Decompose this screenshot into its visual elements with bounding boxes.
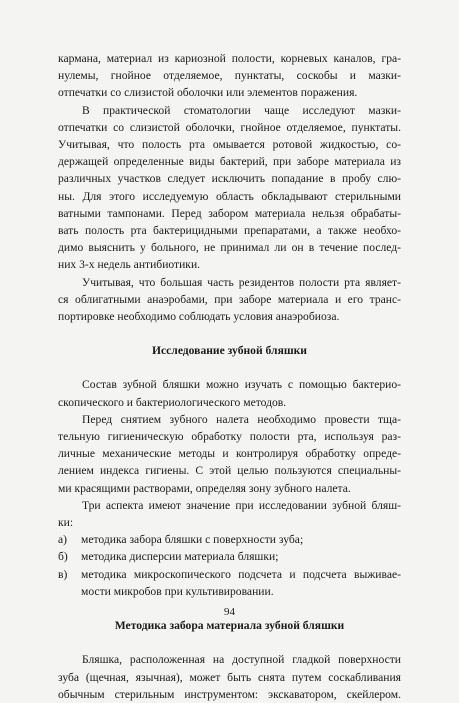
text-line: зуба (щечная, язычная), может быть снята путем соскабливания <box>58 670 401 684</box>
text-line: нулемы, гнойное отделяемое, пунктаты, соскобы и мазки- <box>58 69 401 83</box>
list-marker: а) <box>58 533 68 547</box>
list-item-text: методика микроскопического подсчета и подсчета выживае- <box>81 567 401 581</box>
list-item-text: методика забора бляшки с поверхности зуба; <box>81 533 304 547</box>
paragraph-7 <box>58 651 401 703</box>
text-line: личные механические методы и контролируя обработку опреде- <box>58 447 401 461</box>
paragraph-3 <box>58 274 401 326</box>
text-line: тельную гигиеническую обработку полости рта, используя раз- <box>58 430 401 444</box>
text-line: портировке необходимо соблюдать условия анаэробиоза. <box>58 310 340 324</box>
text-line: ся облигатными анаэробами, при заборе материала и его транс- <box>58 292 401 306</box>
list-item <box>58 566 401 600</box>
text-line: лением индекса гигиены. С этой целью пользуются специальны- <box>58 464 401 478</box>
section-heading-dental-plaque: Исследование зубной бляшки <box>152 344 307 358</box>
text-line: ми красящими растворами, определяя зону зубного налета. <box>58 481 351 495</box>
text-line: Учитывая, что полость рта омывается ротовой жидкостью, со- <box>58 138 401 152</box>
text-line: вать полость рта бактерицидными препаратами, а также необхо- <box>58 224 401 238</box>
text-line: В практической стоматологии чаще исследуют мазки- <box>82 103 401 117</box>
list-item <box>58 531 401 548</box>
page-number: 94 <box>224 606 235 618</box>
paragraph-4 <box>58 376 401 410</box>
paragraph-6 <box>58 497 401 531</box>
text-line: них 3-х недель антибиотики. <box>58 258 201 272</box>
text-line: обычным стерильным инструментом: экскаватором, скейлером. <box>58 687 401 701</box>
text-line: кармана, материал из кариозной полости, корневых каналов, гра- <box>58 52 401 65</box>
text-line: ватными тампонами. Перед забором материала нельзя обрабаты- <box>58 206 401 220</box>
list-marker: в) <box>58 567 68 581</box>
text-line: Состав зубной бляшки можно изучать с помощью бактерио- <box>82 378 401 392</box>
text-line: отпечатки со слизистой оболочки или элементов поражения. <box>58 86 358 100</box>
text-line: Три аспекта имеют значение при исследовании зубной бляш- <box>82 498 401 512</box>
text-line: ны. Для этого исследуемую область обкладывают стерильными <box>58 189 401 203</box>
paragraph-1 <box>58 50 401 102</box>
list-item-text: методика дисперсии материала бляшки; <box>81 550 279 564</box>
text-line: Бляшка, расположенная на доступной гладкой поверхности <box>82 653 401 667</box>
aspects-list <box>58 531 401 600</box>
list-item <box>58 548 401 565</box>
paragraph-2 <box>58 102 401 274</box>
section-heading-sampling-method: Методика забора материала зубной бляшки <box>114 619 345 633</box>
text-line: Перед снятием зубного налета необходимо провести тща- <box>82 412 401 426</box>
paragraph-5 <box>58 411 401 497</box>
text-line: скопического и бактериологического методов. <box>58 395 287 409</box>
text-line: димо выяснить у больного, не принимал ли он в течение послед- <box>58 241 401 255</box>
list-item-text: мости микробов при культивировании. <box>81 584 274 598</box>
text-line: держащей определенные виды бактерий, при заборе материала из <box>58 155 401 169</box>
text-line: Учитывая, что большая часть резидентов полости рта являет- <box>82 275 401 289</box>
text-line: отпечатки со слизистой оболочки, гнойное отделяемое, пунктаты. <box>58 120 401 134</box>
text-line: различных участков следует исключить попадание в пробу слю- <box>58 172 401 186</box>
text-line: ки: <box>58 516 74 530</box>
list-marker: б) <box>58 550 68 564</box>
